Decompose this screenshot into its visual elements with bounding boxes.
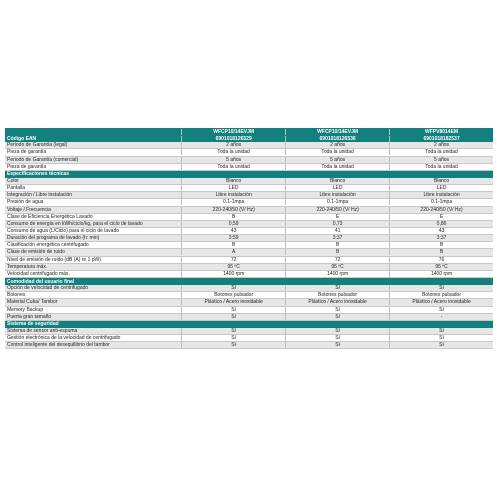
model-header-row — [5, 128, 493, 135]
row-value-model-1: Sí — [181, 342, 285, 348]
row-value-model-1: 0.1-1mpa — [181, 199, 285, 205]
row-value-model-2: 1400 rpm — [285, 271, 389, 277]
row-label: Sistema de sensor anti-espuma — [7, 328, 78, 334]
row-label: Gestión electrónica de la velocidad de centrifugado — [7, 335, 121, 342]
row-value-model-2: Plástico / Acero inoxidable — [285, 299, 389, 305]
row-value-model-3: Sí — [389, 335, 493, 341]
table-row — [5, 271, 493, 278]
row-value-model-2: Blanco — [285, 178, 389, 184]
row-value-model-1: 2 años — [181, 142, 285, 148]
row-label: Periodo de Garantía (comercial) — [7, 156, 79, 163]
table-row — [5, 178, 493, 185]
row-value-model-1: 3:59 — [181, 235, 285, 241]
row-value-model-2: LED — [285, 185, 389, 191]
table-row — [5, 242, 493, 249]
row-value-model-3: 0.1-1mpa — [389, 199, 493, 205]
row-value-model-1: Plástico / Acero inoxidable — [181, 299, 285, 305]
row-label: Opción de velocidad de centrifugado — [7, 285, 89, 292]
table-row — [5, 142, 493, 149]
row-value-model-2: Toda la unidad — [285, 164, 389, 170]
row-value-model-1: Toda la unidad — [181, 149, 285, 155]
table-row — [5, 157, 493, 164]
row-value-model-2: 41 — [285, 228, 389, 234]
row-value-model-1: B — [181, 214, 285, 220]
row-value-model-3: 6901018182537 — [389, 136, 493, 142]
row-value-model-3: Sí — [389, 285, 493, 291]
row-value-model-1: 1400 rpm — [181, 271, 285, 277]
row-value-model-2: 3:37 — [285, 235, 389, 241]
row-value-model-1: Sí — [181, 285, 285, 291]
row-value-model-3: Botones pulsador — [389, 292, 493, 298]
row-value-model-1: 0,59 — [181, 221, 285, 227]
spec-table — [5, 128, 493, 349]
row-label: Color — [7, 178, 19, 185]
row-value-model-2: Sí — [285, 328, 389, 334]
row-value-model-2: Toda la unidad — [285, 149, 389, 155]
row-label: Velocidad centrifugado máx. — [7, 270, 70, 277]
table-row — [5, 207, 493, 214]
table-row — [5, 214, 493, 221]
row-label: Puerta gran tamaño — [7, 313, 52, 320]
table-row — [5, 221, 493, 228]
row-label: Clase de emisión de ruido — [7, 249, 65, 256]
row-label: Presión de agua — [7, 199, 44, 206]
row-value-model-3: - — [389, 314, 493, 320]
row-value-model-3: 1400 rpm — [389, 271, 493, 277]
table-row — [5, 299, 493, 306]
row-value-model-1: 5 años — [181, 157, 285, 163]
table-row — [5, 314, 493, 321]
row-value-model-3: WFPV8014EM — [389, 129, 493, 135]
table-row — [5, 235, 493, 242]
ean-row — [5, 135, 493, 142]
row-label: Especificaciones técnicas — [7, 171, 69, 178]
row-value-model-1: 6901018126529 — [181, 136, 285, 142]
row-label: Temperatura máx. — [7, 263, 48, 270]
table-row — [5, 285, 493, 292]
row-value-model-2: E — [285, 214, 389, 220]
table-row — [5, 149, 493, 156]
row-value-model-2: B — [285, 249, 389, 255]
row-value-model-3: Toda la unidad — [389, 149, 493, 155]
row-label: Control inteligente del desequilibrio del tambor — [7, 342, 110, 349]
table-row — [5, 335, 493, 342]
row-value-model-3: LED — [389, 185, 493, 191]
row-value-model-1: A — [181, 249, 285, 255]
row-label: Duración del programa de lavado (h: min) — [7, 235, 100, 242]
row-value-model-1: Botones pulsador — [181, 292, 285, 298]
row-value-model-3: Blanco — [389, 178, 493, 184]
row-value-model-2: Sí — [285, 285, 389, 291]
section-header-row — [5, 321, 493, 328]
row-label: Voltaje / Frecuencia — [7, 206, 51, 213]
row-value-model-1: 72 — [181, 257, 285, 263]
row-value-model-1: Sí — [181, 307, 285, 313]
row-value-model-2: 72 — [285, 257, 389, 263]
row-value-model-1: 95 ºC — [181, 264, 285, 270]
row-label: Comodidad del usuario final — [7, 278, 75, 285]
section-header-row — [5, 278, 493, 285]
row-value-model-3: E — [389, 214, 493, 220]
row-value-model-1: Sí — [181, 328, 285, 334]
table-row — [5, 257, 493, 264]
row-value-model-3: Sí — [389, 307, 493, 313]
row-value-model-2: Sí — [285, 307, 389, 313]
row-value-model-1: LED — [181, 185, 285, 191]
row-value-model-3: 2 años — [389, 142, 493, 148]
table-row — [5, 292, 493, 299]
row-value-model-1: Sí — [181, 314, 285, 320]
row-label: Consumo de energía en kWh/ciclo/kg, para el ciclo de lavado — [7, 220, 143, 227]
row-value-model-1: 43 — [181, 228, 285, 234]
row-value-model-3: 43 — [389, 228, 493, 234]
section-header-row — [5, 171, 493, 178]
row-value-model-2: Sí — [285, 342, 389, 348]
row-value-model-2: 0.1-1mpa — [285, 199, 389, 205]
row-value-model-3: Sí — [389, 342, 493, 348]
row-label: Pantalla — [7, 185, 26, 192]
row-value-model-2: 5 años — [285, 157, 389, 163]
table-row — [5, 199, 493, 206]
row-value-model-2: WFCP10/14EVJM — [285, 129, 389, 135]
row-value-model-3: Plástico / Acero inoxidable — [389, 299, 493, 305]
table-row — [5, 328, 493, 335]
row-value-model-2: 220-240/50 (V/ Hz) — [285, 207, 389, 213]
row-label: Material Cuba/ Tambor — [7, 299, 58, 306]
table-row — [5, 264, 493, 271]
table-row — [5, 164, 493, 171]
row-value-model-1: 220-240/50 (V/ Hz) — [181, 207, 285, 213]
row-value-model-3: Sí — [389, 328, 493, 334]
row-value-model-1: Libre instalación — [181, 192, 285, 198]
row-value-model-1: WFCP10/14EVJM — [181, 129, 285, 135]
row-value-model-3: 76 — [389, 257, 493, 263]
table-row — [5, 228, 493, 235]
row-value-model-3: 220-240/50 (V/ Hz) — [389, 207, 493, 213]
row-value-model-3: Toda la unidad — [389, 164, 493, 170]
table-row — [5, 342, 493, 349]
row-value-model-2: 6901018126536 — [285, 136, 389, 142]
row-value-model-3: B — [389, 242, 493, 248]
row-value-model-2: 2 años — [285, 142, 389, 148]
row-label: Consumo de agua (L/Ciclo) para el ciclo de lavado — [7, 228, 120, 235]
row-label: Nivel de emisión de ruido (dB (A) re 1 pW) — [7, 256, 101, 263]
table-row — [5, 249, 493, 256]
row-value-model-3: 3:37 — [389, 235, 493, 241]
row-label: Periodo de Garantía (legal) — [7, 142, 68, 149]
row-label: Memory Backup — [7, 306, 44, 313]
row-value-model-3: 5 años — [389, 157, 493, 163]
row-value-model-2: Sí — [285, 314, 389, 320]
row-value-model-1: B — [181, 242, 285, 248]
row-value-model-2: Sí — [285, 335, 389, 341]
row-value-model-2: Botones pulsador — [285, 292, 389, 298]
row-value-model-1: Blanco — [181, 178, 285, 184]
table-row — [5, 307, 493, 314]
row-value-model-2: B — [285, 242, 389, 248]
row-label: Código EAN — [7, 135, 37, 142]
row-value-model-3: B — [389, 249, 493, 255]
row-value-model-3: 0,86 — [389, 221, 493, 227]
row-label: Integración / Libre instalación — [7, 192, 73, 199]
row-label: Pieza de garantía — [7, 149, 47, 156]
row-value-model-2: Libre instalación — [285, 192, 389, 198]
row-label: Clase de Eficiencia Energética Lavado — [7, 213, 93, 220]
row-value-model-3: Libre instalación — [389, 192, 493, 198]
row-label: Sistema de seguridad — [7, 321, 59, 328]
row-value-model-1: Toda la unidad — [181, 164, 285, 170]
row-value-model-1: Sí — [181, 335, 285, 341]
row-label: Pieza de garantía — [7, 163, 47, 170]
row-value-model-2: 95 ºC — [285, 264, 389, 270]
table-row — [5, 185, 493, 192]
table-row — [5, 192, 493, 199]
row-value-model-2: 0,73 — [285, 221, 389, 227]
row-label: Clasificación energética centrifugado — [7, 242, 89, 249]
row-value-model-3: 95 ºC — [389, 264, 493, 270]
row-label: Botones — [7, 292, 26, 299]
